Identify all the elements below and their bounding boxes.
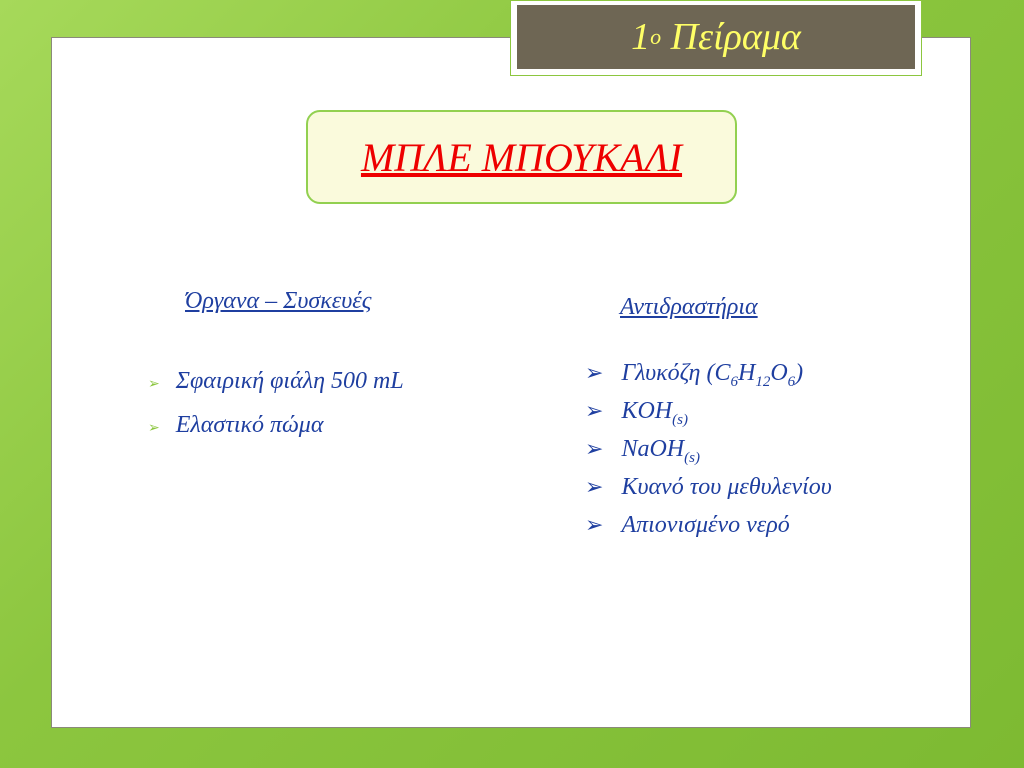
heading-box	[306, 110, 737, 204]
list-item	[585, 360, 832, 398]
title-number: 1	[631, 16, 651, 58]
reagent-text: Κυανό του μεθυλενίου	[621, 474, 832, 500]
instruments-heading: Όργανα – Συσκευές	[185, 288, 372, 314]
title-sup: ο	[650, 24, 662, 49]
arrow-bullet-icon: ➢	[148, 377, 160, 392]
arrow-bullet-icon: ➢	[585, 398, 604, 423]
reagents-heading: Αντιδραστήρια	[620, 294, 758, 320]
instrument-text: Σφαιρική φιάλη 500 mL	[175, 368, 404, 394]
reagent-glucose: Γλυκόζη $(C_6H_{12}O_6)$	[621, 360, 804, 390]
arrow-bullet-icon: ➢	[585, 512, 604, 537]
list-item	[148, 412, 404, 456]
title-text: Πείραμα	[670, 16, 801, 58]
list-item	[585, 512, 832, 550]
reagent-text: Απιονισμένο νερό	[621, 512, 790, 538]
list-item	[148, 368, 404, 412]
title-tab	[510, 0, 922, 76]
instrument-text: Ελαστικό πώμα	[175, 412, 324, 438]
arrow-bullet-icon: ➢	[585, 474, 604, 499]
arrow-bullet-icon: ➢	[585, 360, 604, 385]
reagents-list	[585, 360, 832, 550]
list-item	[585, 436, 832, 474]
main-heading: ΜΠΛΕ ΜΠΟΥΚΑΛΙ	[360, 134, 683, 180]
instruments-list	[148, 368, 404, 456]
reagent-koh: $KOH_{(s)}$	[621, 398, 688, 428]
arrow-bullet-icon: ➢	[585, 436, 604, 461]
list-item	[585, 474, 832, 512]
list-item	[585, 398, 832, 436]
reagent-naoh: NaOH$_{(s)}$	[621, 436, 700, 466]
slide-title	[517, 5, 915, 69]
arrow-bullet-icon: ➢	[148, 421, 160, 436]
